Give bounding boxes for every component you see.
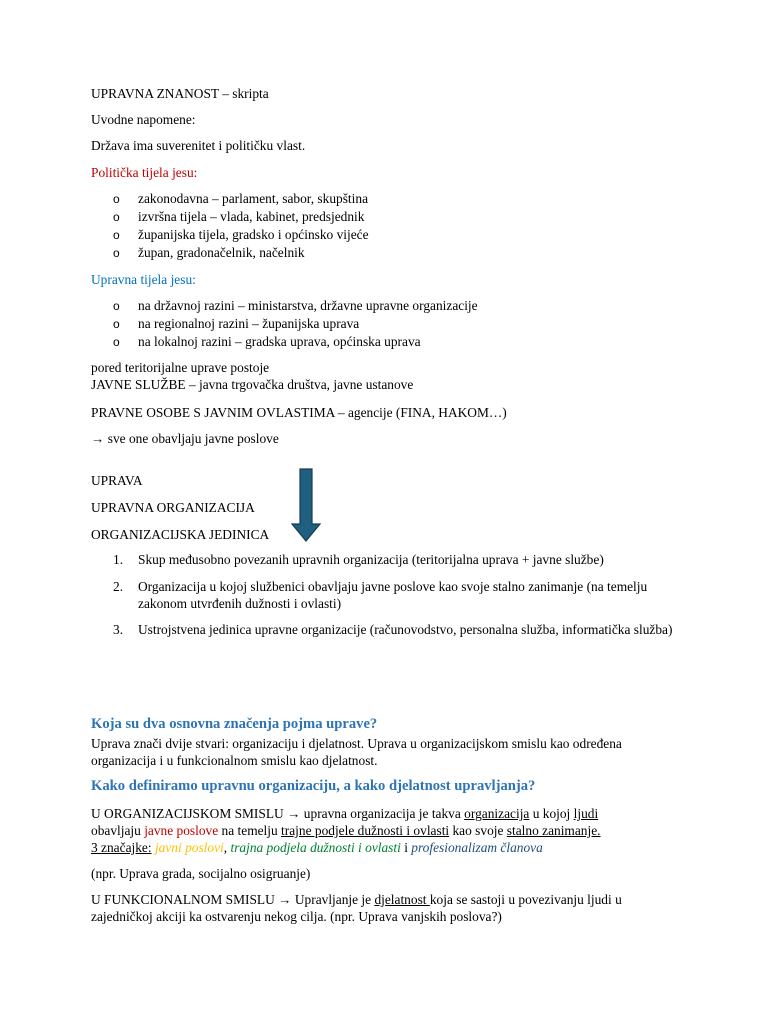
public-services-line: JAVNE SLUŽBE – javna trgovačka društva, javne ustanove <box>91 377 414 392</box>
level-organizacijska-jedinica: ORGANIZACIJSKA JEDINICA <box>91 527 270 542</box>
question-1-line-2: organizacija i u funkcionalnom smislu kao djelatnost. <box>91 753 378 768</box>
down-arrow-icon <box>291 468 321 542</box>
arrow-right-icon: → <box>278 892 292 907</box>
level-upravna-organizacija: UPRAVNA ORGANIZACIJA <box>91 500 255 515</box>
three-features-line: 3 značajke: javni poslovi, trajna podjela dužnosti i ovlasti i profesionalizam članova <box>91 840 543 855</box>
bullet-circle-icon: o <box>113 317 120 331</box>
question-2-heading: Kako definiramo upravnu organizaciju, a kako djelatnost upravljanja? <box>91 778 536 794</box>
functional-sense-line-1: U FUNKCIONALNOM SMISLU → Upravljanje je djelatnost koja se sastoji u povezivanju ljudi u <box>91 892 622 907</box>
administrative-heading: Upravna tijela jesu: <box>91 272 196 287</box>
intro-label: Uvodne napomene: <box>91 112 196 127</box>
organizational-sense-line-2: obavljaju javne poslove na temelju trajne podjele dužnosti i ovlasti kao svoje stalno zanimanje. <box>91 823 601 838</box>
example-line: (npr. Uprava grada, socijalno osigruanje) <box>91 866 311 881</box>
bullet-circle-icon: o <box>113 299 120 313</box>
bullet-circle-icon: o <box>113 210 120 224</box>
level-uprava: UPRAVA <box>91 473 143 488</box>
political-heading: Politička tijela jesu: <box>91 165 198 180</box>
document-title: UPRAVNA ZNANOST – skripta <box>91 86 269 101</box>
list-item: 3. Ustrojstvena jedinica upravne organizacije (računovodstvo, personalna služba, informatička služba) <box>113 622 673 637</box>
functional-sense-line-2: zajedničkoj akciji ka ostvarenju nekog cilja. (npr. Uprava vanjskih poslova?) <box>91 909 502 924</box>
bullet-circle-icon: o <box>113 228 120 242</box>
organizational-sense-line-1: U ORGANIZACIJSKOM SMISLU → upravna organizacija je takva organizacija u kojoj ljudi <box>91 806 599 821</box>
bullet-circle-icon: o <box>113 246 120 260</box>
arrow-right-icon: → <box>287 806 301 821</box>
all-do-line: → sve one obavljaju javne poslove <box>91 431 279 446</box>
arrow-right-icon: → <box>91 431 105 446</box>
question-1-line-1: Uprava znači dvije stvari: organizaciju i djelatnost. Uprava u organizacijskom smislu kao određena <box>91 736 622 751</box>
question-1-heading: Koja su dva osnovna značenja pojma uprave? <box>91 716 378 732</box>
state-sentence: Država ima suverenitet i političku vlast. <box>91 138 306 153</box>
bullet-circle-icon: o <box>113 192 120 206</box>
besides-line: pored teritorijalne uprave postoje <box>91 360 270 375</box>
bullet-circle-icon: o <box>113 335 120 349</box>
legal-persons-line: PRAVNE OSOBE S JAVNIM OVLASTIMA – agencije (FINA, HAKOM…) <box>91 405 507 420</box>
list-item: 2. Organizacija u kojoj službenici obavljaju javne poslove kao svoje stalno zanimanje (na temelju zakonom utvrđenih dužnosti i ovlasti) <box>113 579 648 611</box>
list-item: 1. Skup međusobno povezanih upravnih organizacija (teritorijalna uprava + javne službe) <box>113 552 604 567</box>
